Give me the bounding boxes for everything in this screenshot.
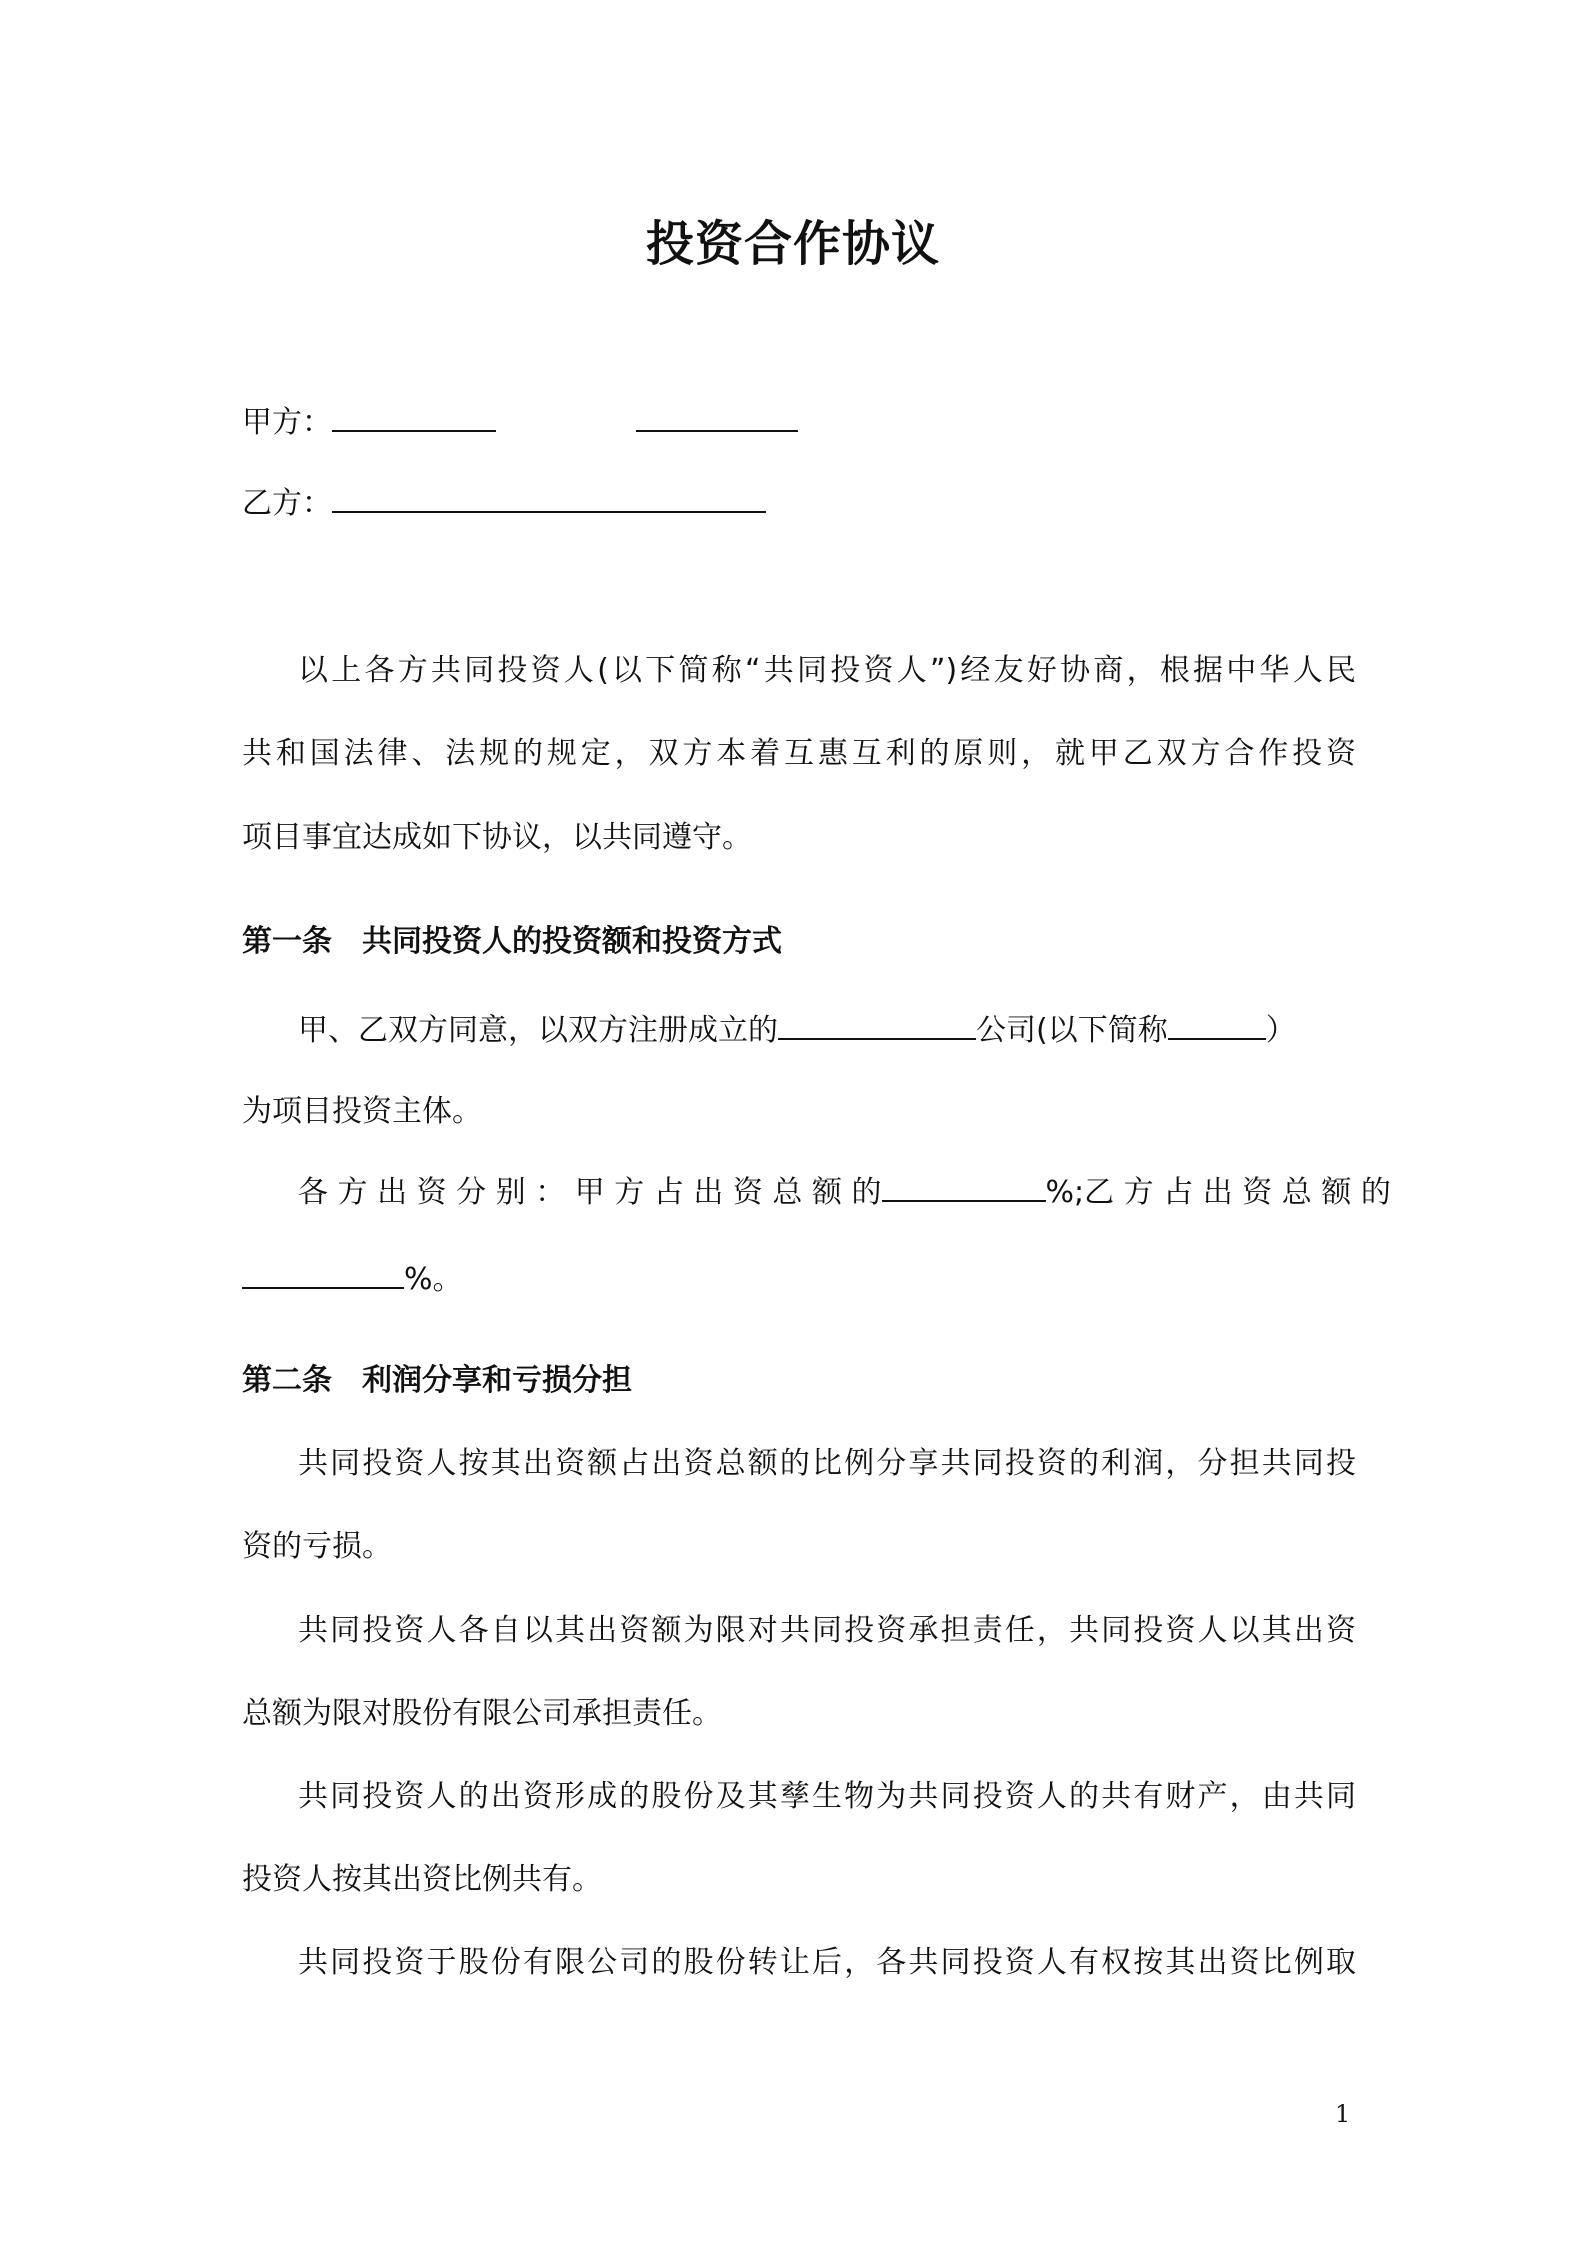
company-name-blank	[778, 1008, 976, 1040]
party-b-blank	[332, 481, 766, 513]
article-1-p1-text-a: 甲、乙双方同意，以双方注册成立的	[298, 1013, 778, 1048]
article-1-p2-text-c: %。	[404, 1262, 463, 1297]
party-a-share-blank	[882, 1176, 1046, 1202]
article-1-p1-line-2: 为项目投资主体。	[242, 1094, 482, 1129]
party-b-share-blank	[242, 1263, 404, 1289]
article-2-p2-line-2: 总额为限对股份有限公司承担责任。	[242, 1696, 722, 1731]
article-1-p1-text-b: 公司(以下简称	[976, 1013, 1168, 1048]
party-b-line	[242, 481, 1356, 526]
article-2-p3-line-2: 投资人按其出资比例共有。	[242, 1862, 602, 1897]
party-b-label: 乙方：	[242, 486, 332, 521]
article-1-p2-line-2	[242, 1258, 1356, 1302]
article-2-heading: 第二条 利润分享和亏损分担	[242, 1363, 632, 1398]
article-2-p4-line-1: 共同投资于股份有限公司的股份转让后，各共同投资人有权按其出资比例取	[298, 1945, 1356, 1980]
party-a-label: 甲方：	[242, 405, 332, 440]
article-2-p2-line-1: 共同投资人各自以其出资额为限对共同投资承担责任，共同投资人以其出资	[298, 1613, 1356, 1648]
article-1-p2-line-1	[242, 1171, 1391, 1215]
intro-line-1: 以上各方共同投资人(以下简称“共同投资人”)经友好协商，根据中华人民	[298, 653, 1356, 688]
party-a-blank	[332, 402, 798, 432]
company-abbr-blank	[1168, 1008, 1266, 1040]
intro-line-3: 项目事宜达成如下协议，以共同遵守。	[242, 820, 752, 855]
article-1-p2-text-b: %;乙 方 占 出 资 总 额 的	[1045, 1175, 1391, 1210]
article-1-p1-text-c: ）	[1265, 1013, 1296, 1048]
article-2-p3-line-1: 共同投资人的出资形成的股份及其孳生物为共同投资人的共有财产，由共同	[298, 1779, 1356, 1814]
article-2-p1-line-1: 共同投资人按其出资额占出资总额的比例分享共同投资的利润，分担共同投	[298, 1446, 1356, 1481]
article-1-heading: 第一条 共同投资人的投资额和投资方式	[242, 924, 782, 959]
article-2-p1-line-2: 资的亏损。	[242, 1529, 392, 1564]
intro-line-2: 共和国法律、法规的规定，双方本着互惠互利的原则，就甲乙双方合作投资	[242, 736, 1356, 771]
party-a-line	[242, 401, 1356, 445]
article-1-p2-text-a: 各 方 出 资 分 别 ： 甲 方 占 出 资 总 额 的	[298, 1175, 882, 1210]
article-1-p1-line-1	[242, 1008, 1356, 1053]
page-number: 1	[1335, 2100, 1351, 2128]
document-title: 投资合作协议	[645, 216, 940, 272]
